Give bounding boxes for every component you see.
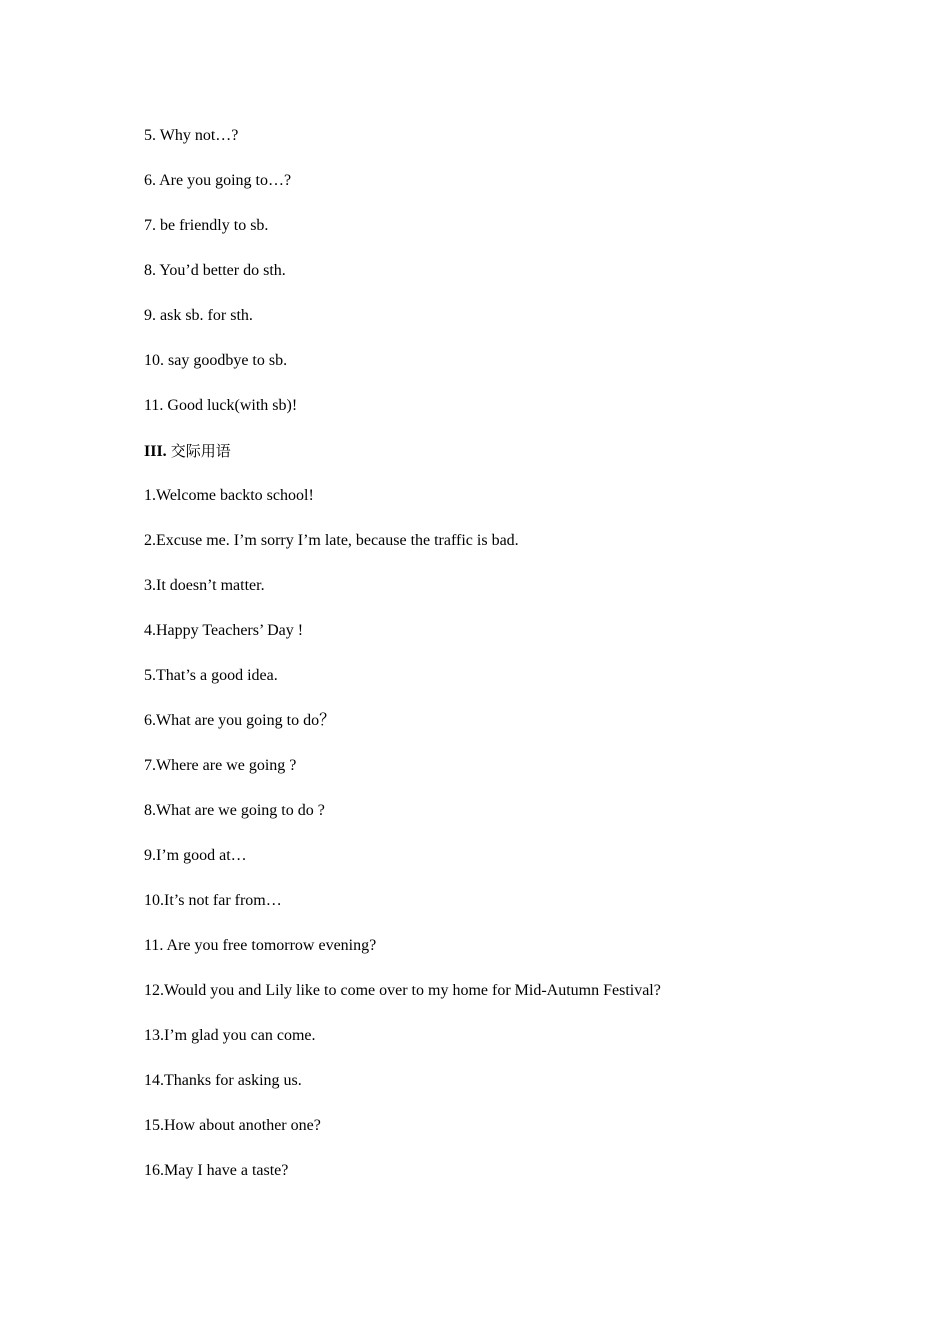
expression-item: 5.That’s a good idea. — [144, 667, 278, 684]
phrase-item: 7. be friendly to sb. — [144, 217, 269, 234]
expression-item: 11. Are you free tomorrow evening? — [144, 937, 377, 954]
expression-item: 1.Welcome backto school! — [144, 487, 314, 504]
expression-item: 10.It’s not far from… — [144, 892, 282, 909]
expression-item: 3.It doesn’t matter. — [144, 577, 265, 594]
section-title: 交际用语 — [170, 442, 231, 460]
expression-item: 14.Thanks for asking us. — [144, 1072, 302, 1089]
expression-item: 15.How about another one? — [144, 1117, 321, 1134]
expression-item: 6.What are you going to do？ — [144, 712, 336, 729]
expression-item: 7.Where are we going ? — [144, 757, 297, 774]
expression-item: 12.Would you and Lily like to come over to my home for Mid-Autumn Festival? — [144, 982, 661, 999]
expression-item: 4.Happy Teachers’ Day ! — [144, 622, 304, 639]
expression-item: 8.What are we going to do ? — [144, 802, 325, 819]
phrase-item: 6. Are you going to…? — [144, 172, 292, 189]
phrase-item: 9. ask sb. for sth. — [144, 307, 253, 324]
document-body — [144, 126, 661, 1206]
phrase-item: 10. say goodbye to sb. — [144, 352, 288, 369]
expression-item: 9.I’m good at… — [144, 847, 247, 864]
phrase-item: 11. Good luck(with sb)! — [144, 397, 298, 414]
phrase-item: 5. Why not…? — [144, 127, 239, 144]
phrase-item: 8. You’d better do sth. — [144, 262, 286, 279]
section-numeral: III. — [144, 443, 167, 460]
expression-item: 13.I’m glad you can come. — [144, 1027, 316, 1044]
expression-item: 2.Excuse me. I’m sorry I’m late, because the traffic is bad. — [144, 532, 519, 549]
expression-item: 16.May I have a taste? — [144, 1162, 289, 1179]
section-heading — [144, 441, 661, 486]
